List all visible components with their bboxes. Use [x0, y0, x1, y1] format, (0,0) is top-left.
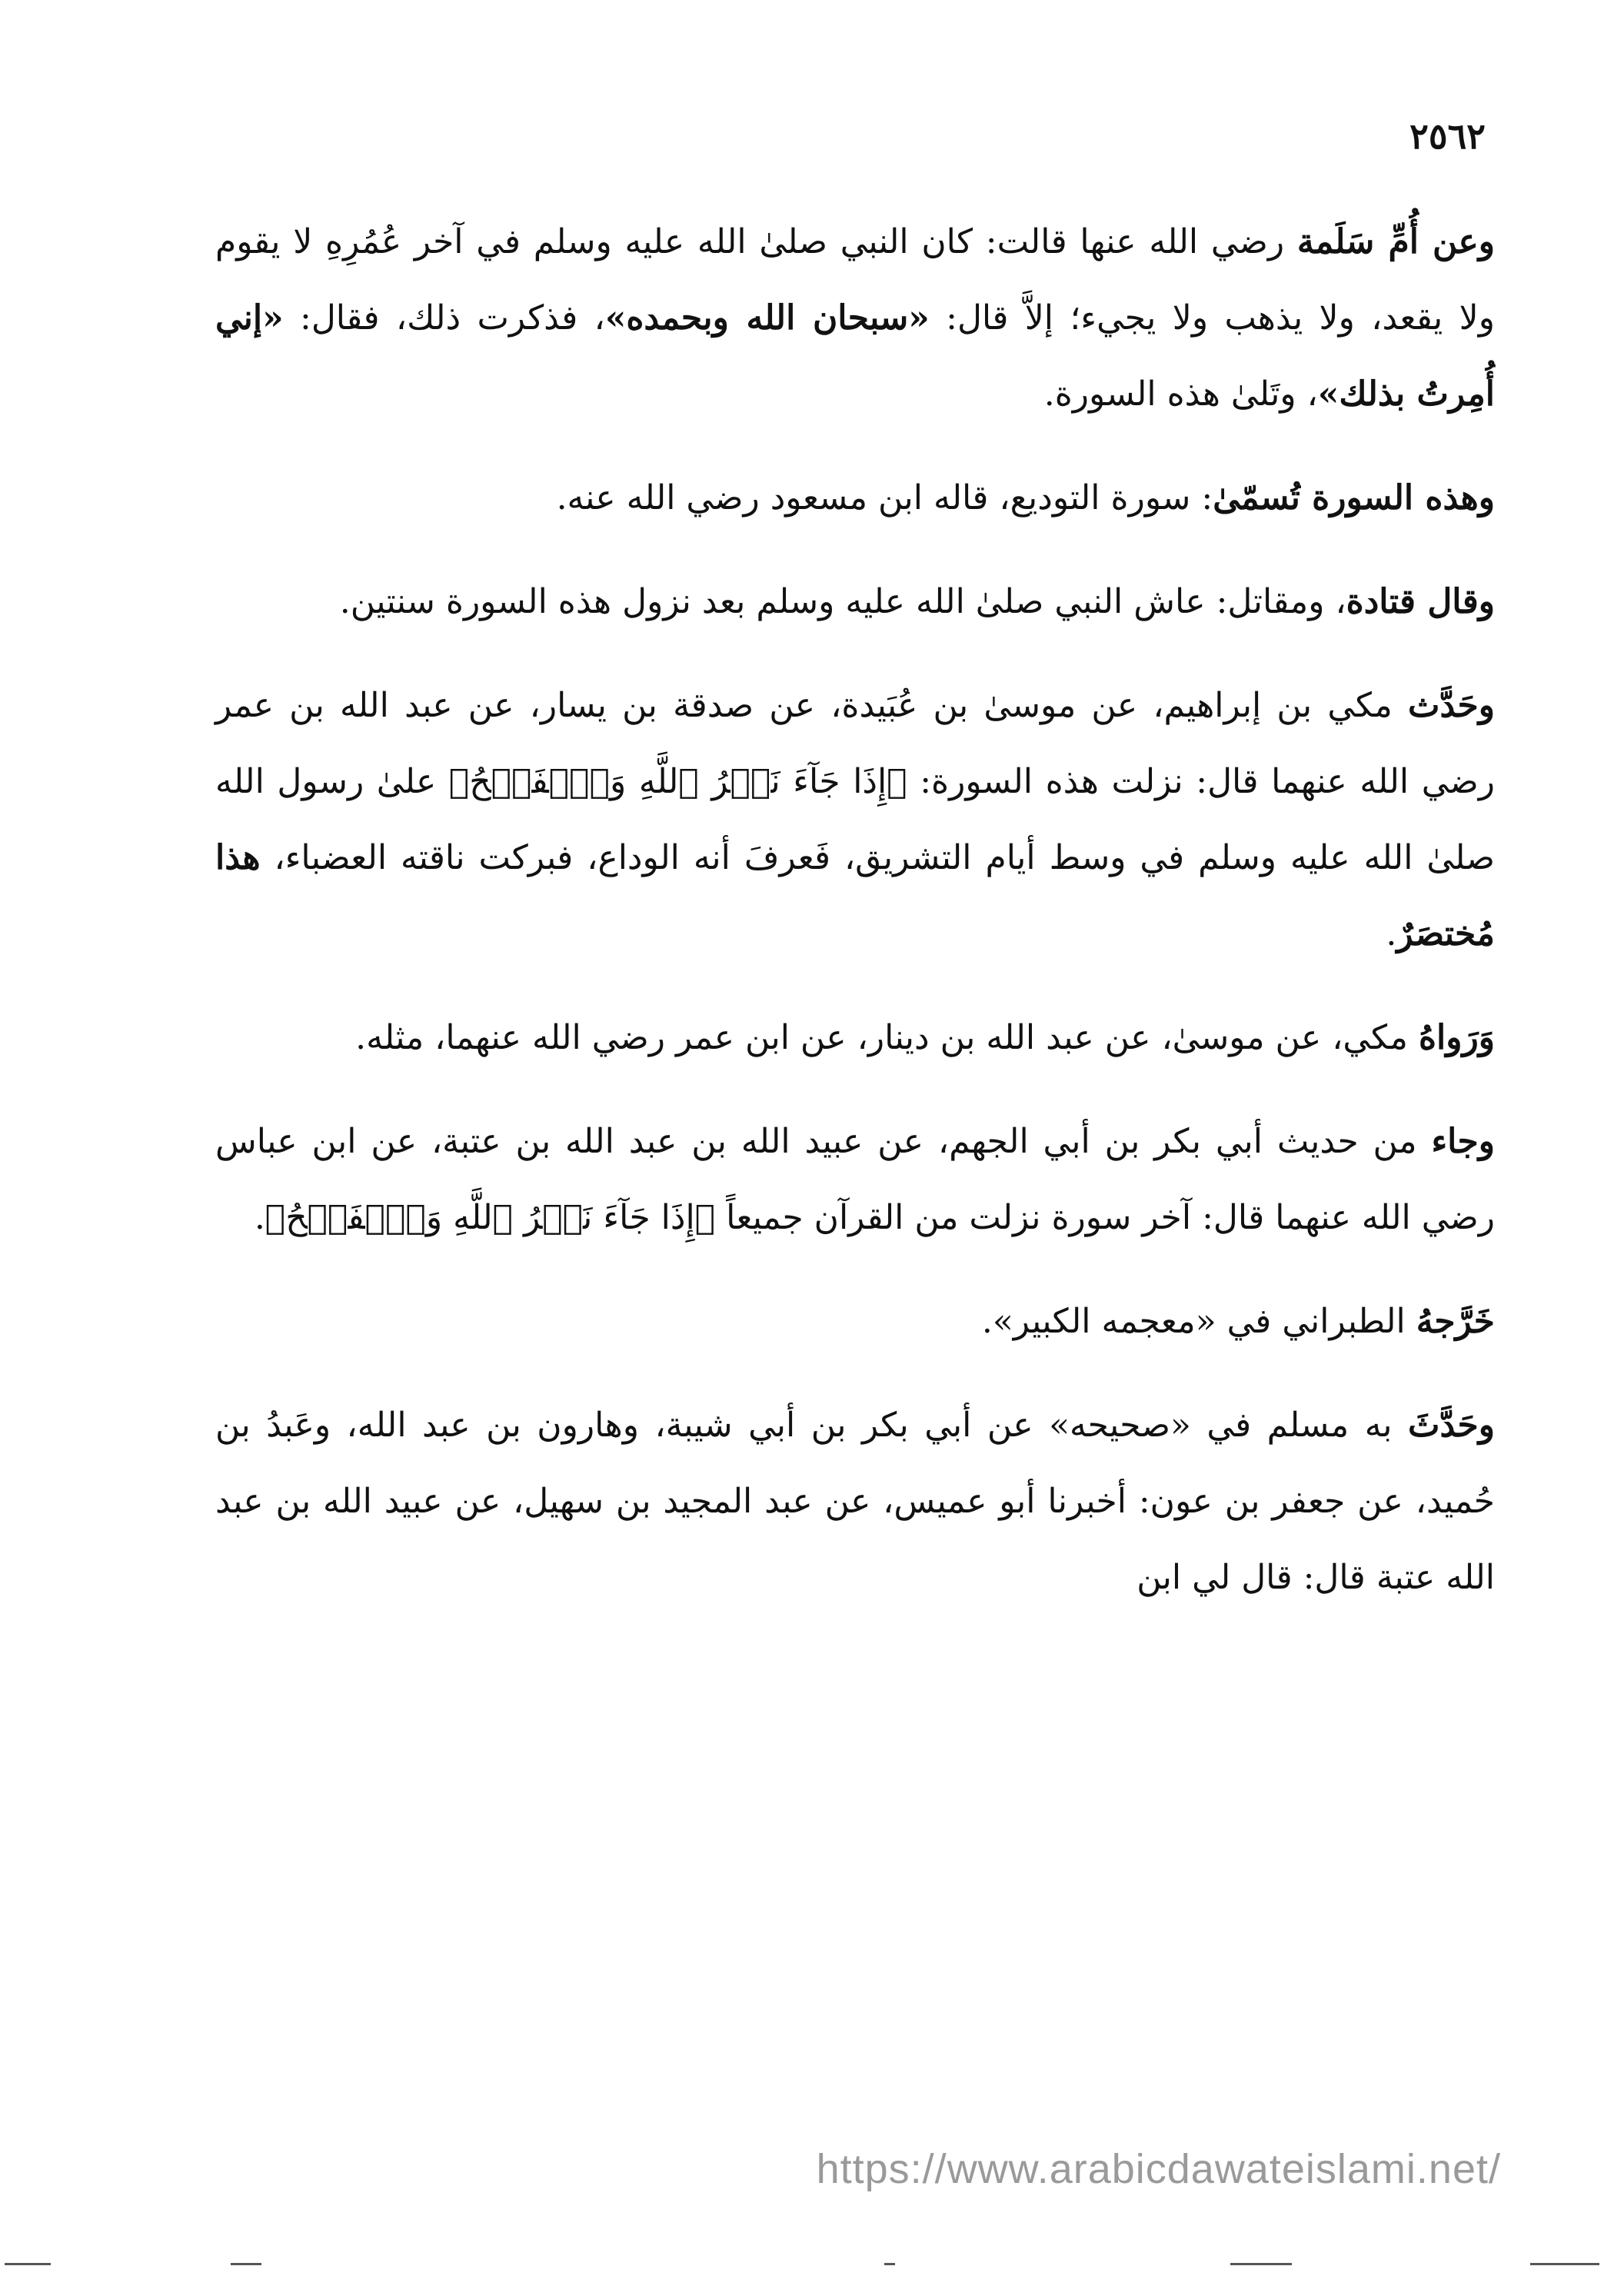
quote-highlight: «سبحان الله وبحمده» — [604, 298, 930, 338]
paragraph — [215, 204, 1495, 432]
paragraph — [215, 1000, 1495, 1076]
scan-mark — [884, 2263, 895, 2265]
paragraph-text: : سورة التوديع، قاله ابن مسعود رضي الله عنه. — [556, 478, 1213, 517]
scan-mark — [231, 2263, 261, 2265]
paragraph-text: ، فذكرت ذلك، فقال: — [283, 298, 605, 338]
quote-highlight: هذا مُختصَرٌ — [215, 838, 1495, 953]
paragraph-lead: وحَدَّث — [1408, 686, 1495, 725]
paragraph-text: به مسلم في «صحيحه» عن أبي بكر بن أبي شيبة، وهارون بن عبد الله، وعَبدُ بن حُميد، عن جعفر بن عون: أخبرنا أبو عميس، عن عبد المجيد بن سهيل، عن عبيد الله بن عبد الله عتبة قال: قال لي ابن — [215, 1406, 1495, 1597]
paragraph-text: ، ومقاتل: عاش النبي صلىٰ الله عليه وسلم بعد نزول هذه السورة سنتين. — [339, 582, 1346, 621]
paragraph-lead: خَرَّجهُ — [1416, 1302, 1495, 1341]
paragraph-lead: وَرَواهُ — [1418, 1018, 1495, 1057]
scan-mark — [5, 2263, 51, 2265]
paragraph-text: الطبراني في «معجمه الكبير». — [981, 1302, 1416, 1341]
paragraph-text: . — [1386, 914, 1397, 953]
paragraph — [215, 460, 1495, 536]
text-body — [215, 204, 1495, 1643]
paragraph-text: من حديث أبي بكر بن أبي الجهم، عن عبيد الله بن عبد الله بن عتبة، عن ابن عباس رضي الله عنهما قال: آخر سورة نزلت من القرآن جميعاً ﴿إِذَا جَآءَ نَصۡرُ ٱللَّهِ وَٱلۡفَتۡحُ﴾. — [215, 1122, 1495, 1237]
quote-highlight: «إني أُمِرتُ بذلك» — [215, 298, 1495, 414]
paragraph-text: ، وتَلىٰ هذه السورة. — [1043, 374, 1318, 414]
paragraph-lead: وجاء — [1431, 1122, 1495, 1161]
paragraph — [215, 667, 1495, 972]
scan-edge-marks — [0, 2257, 1624, 2276]
watermark-url: https://www.arabicdawateislami.net/ — [816, 2146, 1501, 2192]
page-number: ٢٥٦٢ — [1409, 115, 1486, 157]
paragraph-text: مكي، عن موسىٰ، عن عبد الله بن دينار، عن ابن عمر رضي الله عنهما، مثله. — [355, 1018, 1419, 1057]
scan-mark — [1230, 2263, 1292, 2265]
paragraph — [215, 1283, 1495, 1359]
paragraph-lead: وقال قتادة — [1346, 582, 1495, 621]
scan-mark — [1530, 2263, 1599, 2265]
paragraph — [215, 1103, 1495, 1256]
paragraph-text: مكي بن إبراهيم، عن موسىٰ بن عُبَيدة، عن صدقة بن يسار، عن عبد الله بن عمر رضي الله عنهما قال: نزلت هذه السورة: ﴿إِذَا جَآءَ نَصۡرُ ٱللَّهِ وَٱلۡفَتۡحُ﴾ علىٰ رسول الله صلىٰ الله عليه وسلم في وسط أيام التشريق، فَعرفَ أنه الوداع، فبركت ناقته العضباء، — [215, 686, 1495, 877]
paragraph-lead: وحَدَّثَ — [1408, 1406, 1495, 1445]
paragraph-lead: وهذه السورة تُسمّىٰ — [1213, 478, 1495, 517]
paragraph-text: رضي الله عنها قالت: كان النبي صلىٰ الله عليه وسلم في آخر عُمُرِهِ لا يقوم ولا يقعد، ولا يذهب ولا يجيء؛ إلاَّ قال: — [215, 222, 1495, 338]
paragraph — [215, 564, 1495, 640]
paragraph-lead: وعن أُمِّ سَلَمة — [1296, 222, 1496, 261]
paragraph — [215, 1387, 1495, 1615]
